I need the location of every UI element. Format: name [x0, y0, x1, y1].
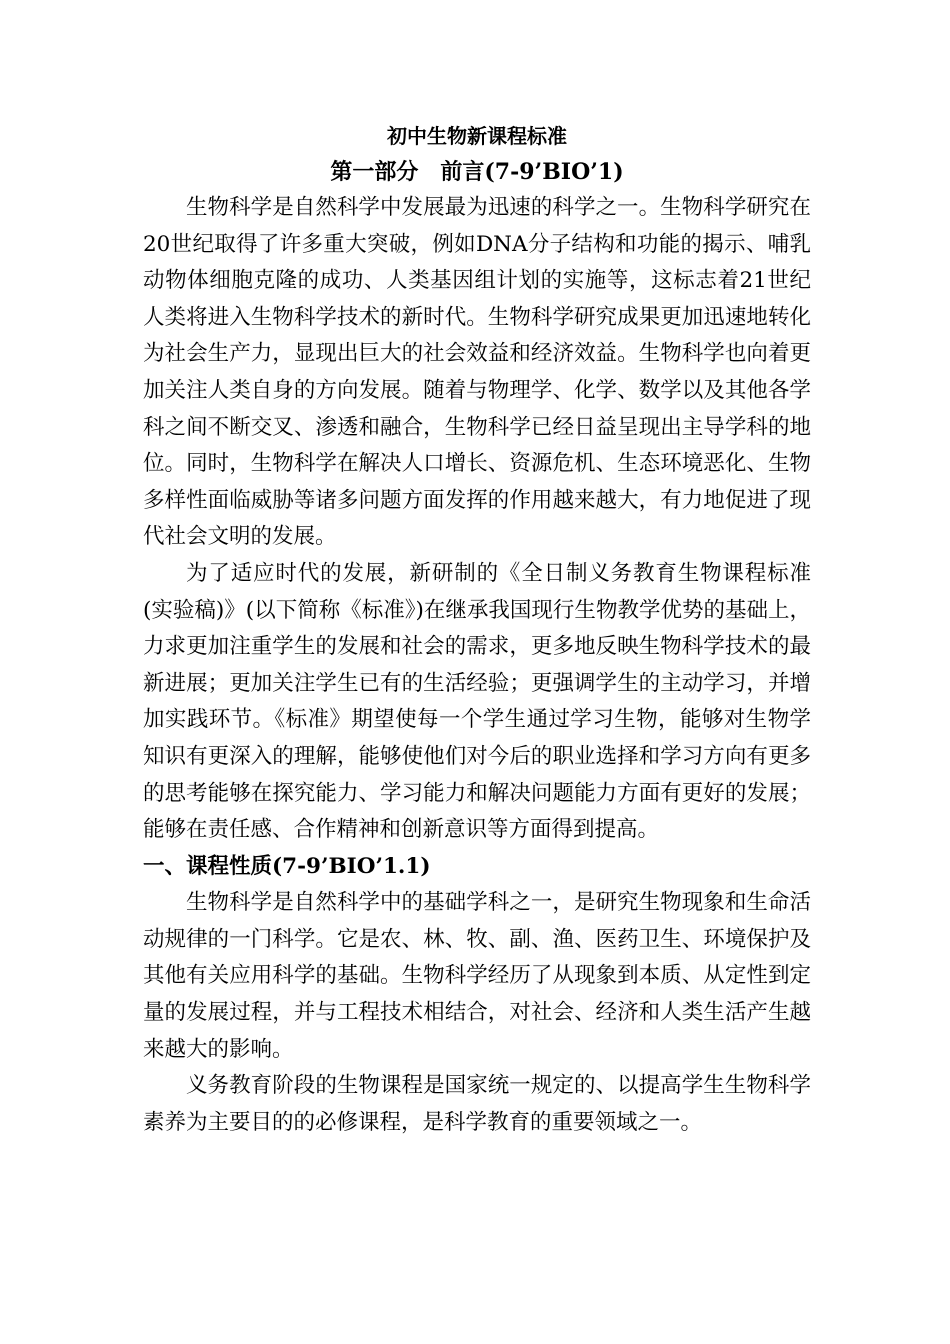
part-title: 第一部分 前言(7-9’BIO’1): [330, 159, 624, 185]
section1-paragraph-2: 义务教育阶段的生物课程是国家统一规定的、以提高学生生物科学素养为主要目的的必修课程，是科学教育的重要领域之一。: [143, 1073, 811, 1135]
document-body: [143, 118, 811, 1141]
preface-paragraph-1: 生物科学是自然科学中发展最为迅速的科学之一。生物科学研究在20世纪取得了许多重大突破，例如DNA分子结构和功能的揭示、哺乳动物体细胞克隆的成功、人类基因组计划的实施等，这标志着21世纪人类将进入生物科学技术的新时代。生物科学研究成果更加迅速地转化为社会生产力，显现出巨大的社会效益和经济效益。生物科学也向着更加关注人类自身的方向发展。随着与物理学、化学、数学以及其他各学科之间不断交叉、渗透和融合，生物科学已经日益呈现出主导学科的地位。同时，生物科学在解决人口增长、资源危机、生态环境恶化、生物多样性面临威胁等诸多问题方面发挥的作用越来越大，有力地促进了现代社会文明的发展。: [143, 195, 811, 550]
section1-paragraph-1: 生物科学是自然科学中的基础学科之一，是研究生物现象和生命活动规律的一门科学。它是农、林、牧、副、渔、医药卫生、环境保护及其他有关应用科学的基础。生物科学经历了从现象到本质、从定性到定量的发展过程，并与工程技术相结合，对社会、经济和人类生活产生越来越大的影响。: [143, 890, 811, 1062]
document-title: 初中生物新课程标准: [387, 124, 567, 148]
section-heading-course-nature: 一、课程性质(7-9’BIO’1.1): [143, 853, 431, 879]
preface-paragraph-2: 为了适应时代的发展，新研制的《全日制义务教育生物课程标准(实验稿)》(以下简称《标准》)在继承我国现行生物教学优势的基础上，力求更加注重学生的发展和社会的需求，更多地反映生物科学技术的最新进展；更加关注学生已有的生活经验；更强调学生的主动学习，并增加实践环节。《标准》期望使每一个学生通过学习生物，能够对生物学知识有更深入的理解，能够使他们对今后的职业选择和学习方向有更多的思考能够在探究能力、学习能力和解决问题能力方面有更好的发展；能够在责任感、合作精神和创新意识等方面得到提高。: [143, 560, 811, 843]
